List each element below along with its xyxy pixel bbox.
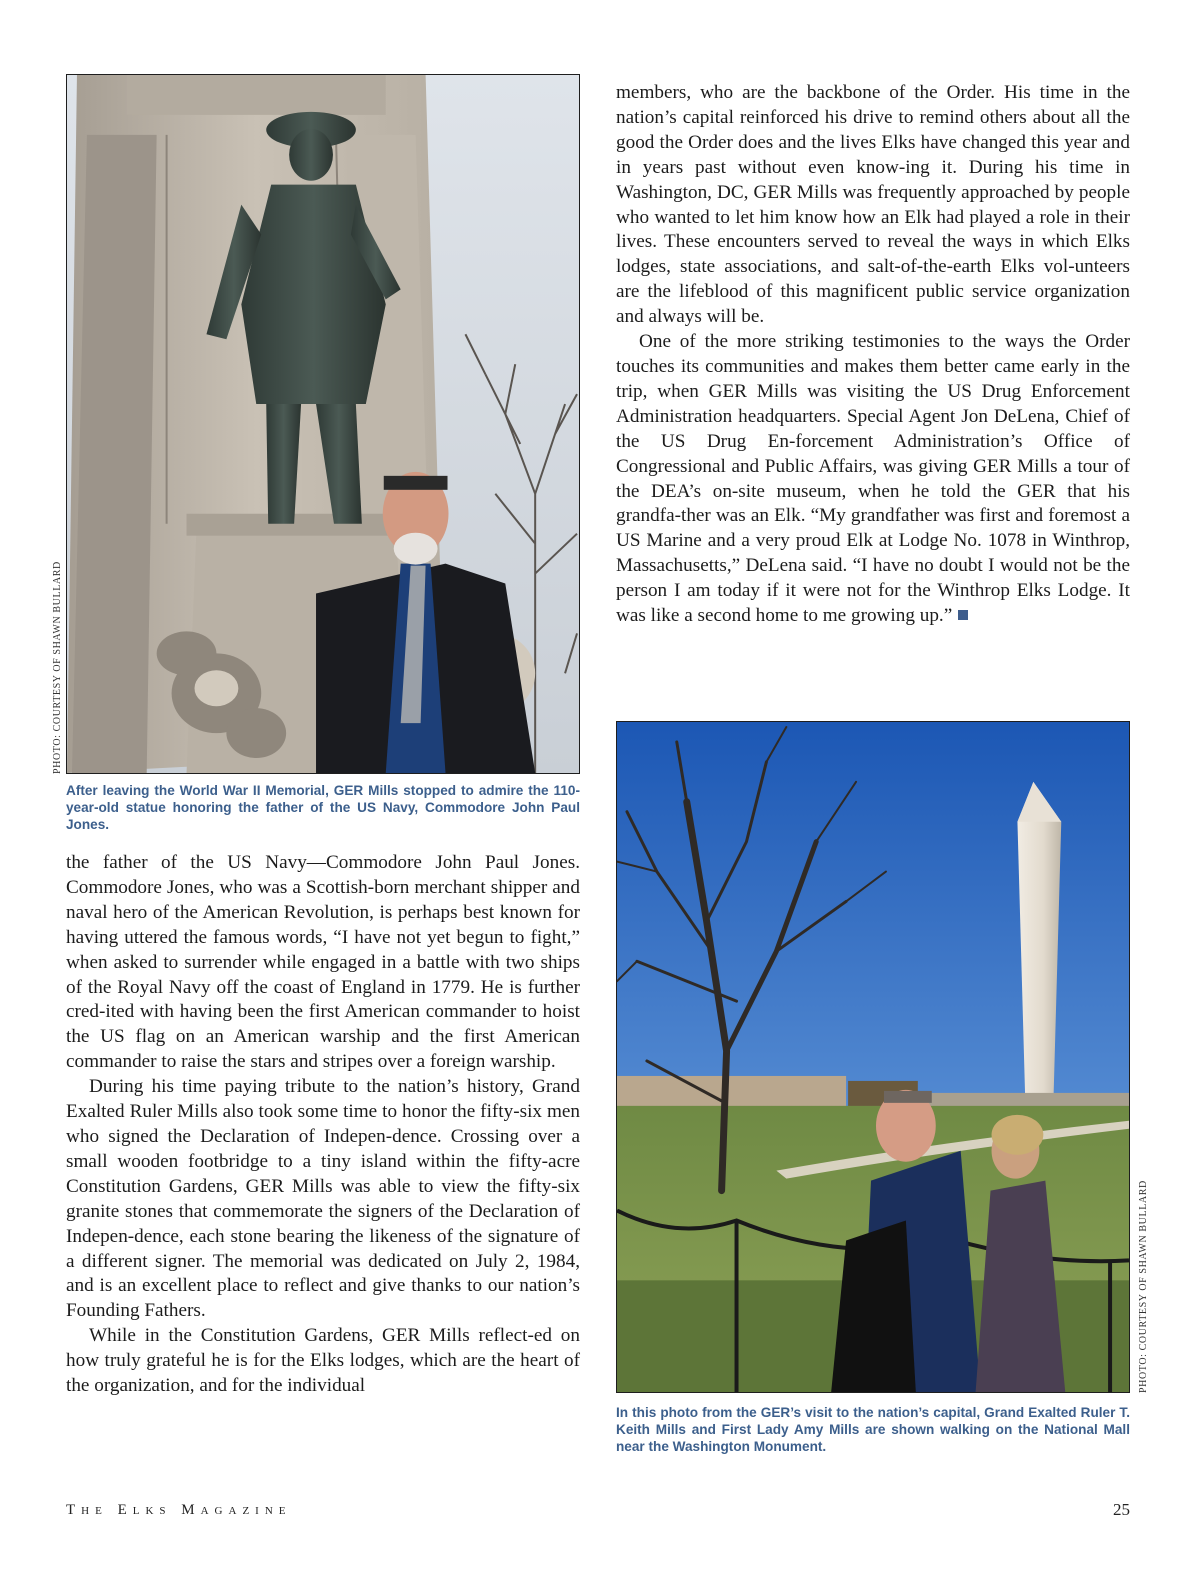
photo-credit-2: PHOTO: COURTESY OF SHAWN BULLARD: [1138, 1180, 1149, 1393]
right-paragraph-2-text: One of the more striking testimonies to the ways the Order touches its communities and makes them better came early in the trip, when GER Mills was visiting the US Drug Enforcement Administration headquarters. Special Agent Jon DeLena, Chief of the US Drug En-forcement Administration’s Office of Congressional and Public Affairs, was giving GER Mills a tour of the DEA’s on-site museum, when he told the GER that his grandfa-ther was an Elk. “My grandfather was first and foremost a US Marine and a very proud Elk at Lodge No. 1078 in Winthrop, Massachusetts,” DeLena said. “I have no doubt I would not be the person I am today if it were not for the Winthrop Elks Lodge. It was like a second home to me growing up.”: [616, 331, 1130, 627]
right-paragraph-2: [616, 330, 1130, 629]
monument-photo-caption: In this photo from the GER’s visit to the nation’s capital, Grand Exalted Ruler T. Keith Mills and First Lady Amy Mills are shown walking on the National Mall near the Washington Monument.: [616, 1405, 1130, 1454]
statue-photo: [66, 74, 580, 774]
left-column-text: [66, 851, 580, 1399]
right-column-text: [616, 81, 1130, 629]
left-paragraph-3: While in the Constitution Gardens, GER Mills reflect-ed on how truly grateful he is for the Elks lodges, which are the heart of the organization, and for the individual: [66, 1325, 580, 1397]
magazine-name: The Elks Magazine: [66, 1502, 292, 1518]
left-paragraph-2: During his time paying tribute to the nation’s history, Grand Exalted Ruler Mills also took some time to honor the fifty-six men who signed the Declaration of Indepen-dence. Crossing over a small wooden footbridge to a tiny island within the fifty-acre Constitution Gardens, GER Mills was able to view the fifty-six granite stones that commemorate the signers of the Declaration of Indepen-dence, each stone bearing the likeness of the signature of a different signer. The memorial was dedicated on July 2, 1984, and is an excellent place to reflect and give thanks to our nation’s Founding Fathers.: [66, 1076, 580, 1322]
end-of-article-mark: [958, 610, 968, 620]
photo-credit-1: PHOTO: COURTESY OF SHAWN BULLARD: [52, 561, 63, 774]
right-paragraph-1: members, who are the backbone of the Order. His time in the nation’s capital reinforced his drive to remind others about all the good the Order does and the lives Elks have changed this year and in years past without even know-ing it. During his time in Washington, DC, GER Mills was frequently approached by people who wanted to let him know how an Elk had played a role in their lives. These encounters served to reveal the ways in which Elks lodges, state associations, and salt-of-the-earth Elks vol-unteers are the lifeblood of this magnificent public service organization and always will be.: [616, 82, 1130, 328]
monument-photo-image: [617, 722, 1129, 1392]
statue-photo-caption: After leaving the World War II Memorial, GER Mills stopped to admire the 110-year-old statue honoring the father of the US Navy, Commodore John Paul Jones.: [66, 783, 580, 832]
monument-photo: [616, 721, 1130, 1393]
page-number: 25: [1113, 1500, 1130, 1519]
left-paragraph-1: the father of the US Navy—Commodore John Paul Jones. Commodore Jones, who was a Scottish-born merchant shipper and naval hero of the American Revolution, is perhaps best known for having uttered the famous words, “I have not yet begun to fight,” when asked to surrender while engaged in a battle with two ships of the Royal Navy off the coast of England in 1779. He is further cred-ited with having been the first American commander to hoist the US flag on an American warship and the first American commander to raise the stars and stripes over a foreign warship.: [66, 852, 580, 1073]
statue-photo-image: [67, 75, 579, 773]
